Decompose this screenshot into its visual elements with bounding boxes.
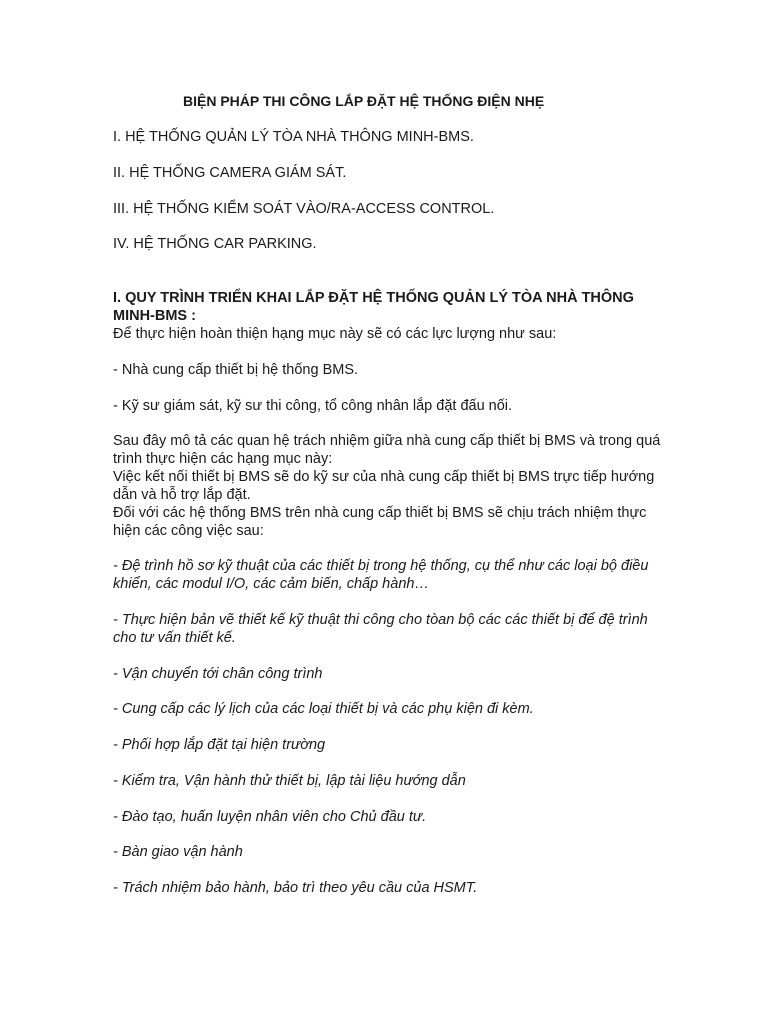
- task-item: - Cung cấp các lý lịch của các loại thiết bị và các phụ kiện đi kèm.: [113, 701, 534, 717]
- description-paragraph: Việc kết nối thiết bị BMS sẽ do kỹ sư của nhà cung cấp thiết bị BMS trực tiếp hướng dẫn và hỗ trợ lắp đặt.: [113, 469, 655, 503]
- task-item: - Bàn giao vận hành: [113, 844, 243, 860]
- toc-item-car-parking: IV. HỆ THỐNG CAR PARKING.: [113, 236, 317, 252]
- task-item: - Vận chuyển tới chân công trình: [113, 666, 323, 682]
- task-item: - Thực hiện bản vẽ thiết kế kỹ thuật thi công cho tòan bộ các các thiết bị để đệ trình cho tư vấn thiết kế.: [113, 612, 648, 646]
- section-intro: Để thực hiện hoàn thiện hạng mục này sẽ có các lực lượng như sau:: [113, 326, 557, 342]
- description-paragraph: Sau đây mô tả các quan hệ trách nhiệm giữa nhà cung cấp thiết bị BMS và trong quá trình thực hiện các hạng mục này:: [113, 433, 661, 467]
- force-item: - Kỹ sư giám sát, kỹ sư thi công, tổ công nhân lắp đặt đấu nối.: [113, 398, 513, 414]
- task-item: - Đệ trình hồ sơ kỹ thuật của các thiết bị trong hệ thống, cụ thể như các loại bộ điều khiển, các modul I/O, các cảm biến, chấp hành…: [113, 558, 649, 592]
- task-item: - Kiểm tra, Vận hành thử thiết bị, lập tài liệu hướng dẫn: [113, 773, 466, 789]
- toc-item-bms: I. HỆ THỐNG QUẢN LÝ TÒA NHÀ THÔNG MINH-BMS.: [113, 129, 474, 145]
- task-item: - Phối hợp lắp đặt tại hiện trường: [113, 737, 326, 753]
- task-item: - Đào tạo, huấn luyện nhân viên cho Chủ đầu tư.: [113, 809, 427, 825]
- task-item: - Trách nhiệm bảo hành, bảo trì theo yêu cầu của HSMT.: [113, 880, 478, 896]
- toc-item-access-control: III. HỆ THỐNG KIỂM SOÁT VÀO/RA-ACCESS CONTROL.: [113, 201, 495, 217]
- document-title: BIỆN PHÁP THI CÔNG LẮP ĐẶT HỆ THỐNG ĐIỆN NHẸ: [183, 93, 545, 109]
- toc-item-camera: II. HỆ THỐNG CAMERA GIÁM SÁT.: [113, 165, 347, 181]
- force-item: - Nhà cung cấp thiết bị hệ thống BMS.: [113, 362, 359, 378]
- description-paragraph: Đối với các hệ thống BMS trên nhà cung cấp thiết bị BMS sẽ chịu trách nhiệm thực hiện các công việc sau:: [113, 505, 647, 539]
- section-heading: I. QUY TRÌNH TRIỂN KHAI LẮP ĐẶT HỆ THỐNG QUẢN LÝ TÒA NHÀ THÔNG MINH-BMS :: [113, 290, 634, 324]
